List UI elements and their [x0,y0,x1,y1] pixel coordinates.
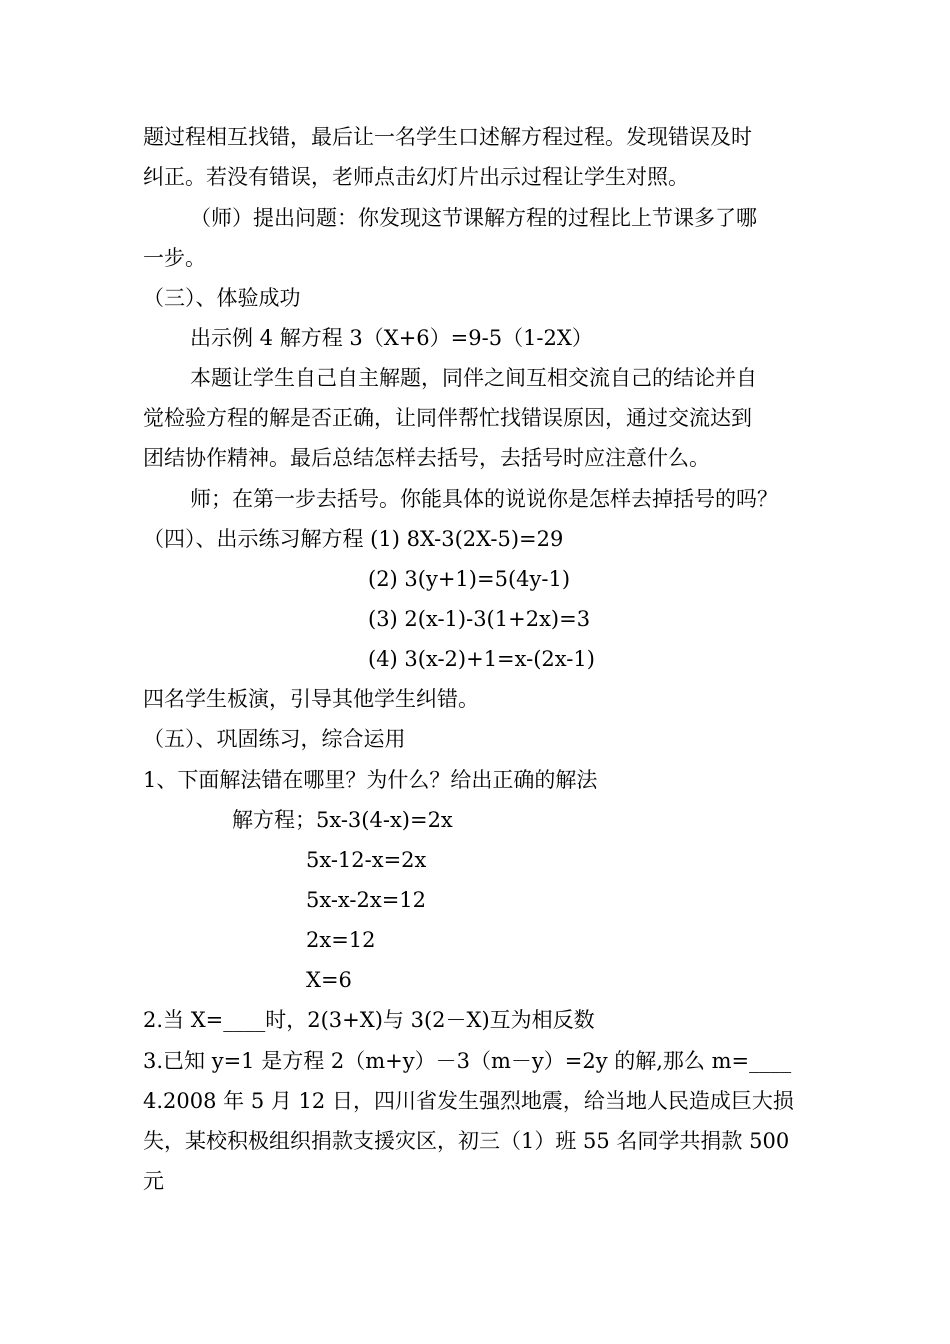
equation-line: 5x-12-x=2x [306,848,427,872]
equation-line: (3) 2(x-1)-3(1+2x)=3 [368,607,591,631]
equation-line: 5x-x-2x=12 [306,888,427,912]
equation-line: (2) 3(y+1)=5(4y-1) [368,567,571,591]
text-line: 本题让学生自己自主解题，同伴之间互相交流自己的结论并自 [190,366,757,390]
text-line: 元 [143,1169,164,1193]
text-line: 团结协作精神。最后总结怎样去括号，去括号时应注意什么。 [143,446,710,470]
text-line: 纠正。若没有错误，老师点击幻灯片出示过程让学生对照。 [143,165,689,189]
text-line: 师；在第一步去括号。你能具体的说说你是怎样去掉括号的吗？ [190,487,778,511]
text-line: 一步。 [143,246,206,270]
section-heading: （三）、体验成功 [143,286,301,310]
equation-line: X=6 [306,968,352,992]
text-line: 2.当 X=____时，2(3+X)与 3(2－X)互为相反数 [143,1008,595,1032]
section-heading: （四）、出示练习解方程 (1) 8X-3(2X-5)=29 [143,527,564,551]
text-line: 3.已知 y=1 是方程 2（m+y）－3（m－y）=2y 的解,那么 m=____ [143,1049,792,1073]
text-line: （师）提出问题：你发现这节课解方程的过程比上节课多了哪 [190,206,757,230]
equation-line: 2x=12 [306,928,376,952]
text-line: 题过程相互找错，最后让一名学生口述解方程过程。发现错误及时 [143,125,752,149]
text-line: 四名学生板演，引导其他学生纠错。 [143,687,479,711]
equation-line: (4) 3(x-2)+1=x-(2x-1) [368,647,595,671]
text-line: 出示例 4 解方程 3（X+6）=9-5（1-2X） [190,326,593,350]
equation-line: 解方程；5x-3(4-x)=2x [232,808,453,832]
section-heading: （五）、巩固练习，综合运用 [143,727,406,751]
text-line: 失，某校积极组织捐款支援灾区，初三（1）班 55 名同学共捐款 500 [143,1129,790,1153]
text-line: 4.2008 年 5 月 12 日，四川省发生强烈地震，给当地人民造成巨大损 [143,1089,794,1113]
text-line: 觉检验方程的解是否正确，让同伴帮忙找错误原因，通过交流达到 [143,406,752,430]
text-line: 1、下面解法错在哪里？为什么？给出正确的解法 [143,768,598,792]
